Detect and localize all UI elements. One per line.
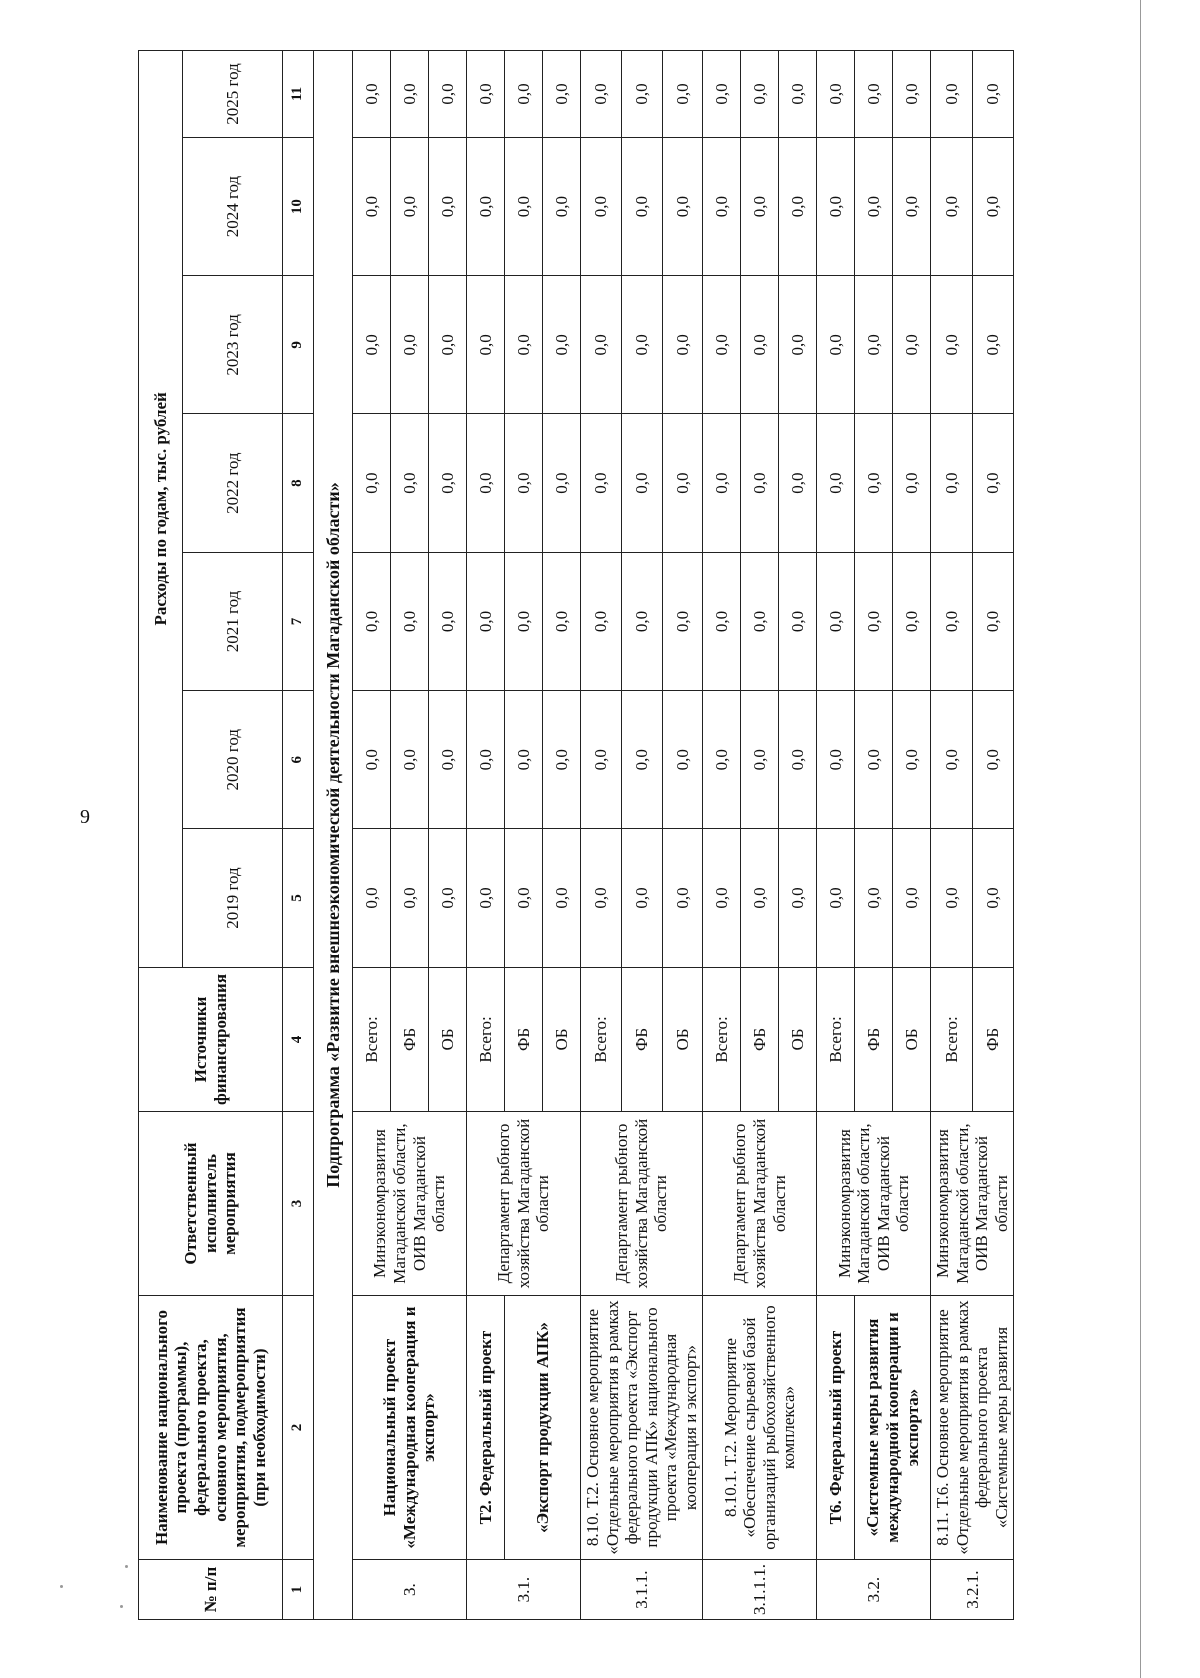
expense-value: 0,0 <box>353 552 391 690</box>
expense-value: 0,0 <box>467 276 505 414</box>
executor: Департамент рыбного хозяйства Магаданской области <box>467 1112 581 1296</box>
table-row <box>581 51 622 1620</box>
expense-value: 0,0 <box>353 137 391 275</box>
expense-value: 0,0 <box>779 414 817 552</box>
expense-value: 0,0 <box>703 276 741 414</box>
table-row <box>703 51 741 1620</box>
expense-value: 0,0 <box>429 414 467 552</box>
expense-value: 0,0 <box>429 691 467 829</box>
funding-source: ОБ <box>429 967 467 1112</box>
header-source: Источники финансирования <box>139 967 283 1112</box>
activity-name: «Системные меры развития международной кооперации и экспорта» <box>855 1295 931 1559</box>
column-number: 7 <box>283 552 314 690</box>
expense-value: 0,0 <box>662 691 703 829</box>
expense-value: 0,0 <box>855 137 893 275</box>
column-number: 11 <box>283 51 314 138</box>
expense-value: 0,0 <box>543 414 581 552</box>
expense-value: 0,0 <box>931 691 973 829</box>
expense-value: 0,0 <box>543 51 581 138</box>
expense-value: 0,0 <box>817 137 855 275</box>
funding-source: ФБ <box>391 967 429 1112</box>
expense-value: 0,0 <box>931 137 973 275</box>
expense-value: 0,0 <box>353 276 391 414</box>
expense-value: 0,0 <box>703 691 741 829</box>
expense-value: 0,0 <box>703 552 741 690</box>
expense-value: 0,0 <box>972 552 1014 690</box>
expense-value: 0,0 <box>817 552 855 690</box>
column-number: 5 <box>283 829 314 967</box>
header-year: 2023 год <box>183 276 283 414</box>
expense-value: 0,0 <box>581 829 622 967</box>
expense-value: 0,0 <box>703 51 741 138</box>
column-number: 10 <box>283 137 314 275</box>
expense-value: 0,0 <box>581 414 622 552</box>
expense-value: 0,0 <box>741 276 779 414</box>
column-number: 6 <box>283 691 314 829</box>
expense-value: 0,0 <box>931 51 973 138</box>
funding-source: ФБ <box>972 967 1014 1112</box>
row-number: 3.1. <box>467 1560 581 1620</box>
expense-value: 0,0 <box>662 276 703 414</box>
activity-name: 8.11. Т.6. Основное мероприятие «Отдельные мероприятия в рамках федерального проекта «Системные меры развития <box>931 1295 1014 1559</box>
expense-value: 0,0 <box>662 51 703 138</box>
expense-value: 0,0 <box>779 276 817 414</box>
expense-value: 0,0 <box>741 137 779 275</box>
executor: Департамент рыбного хозяйства Магаданской области <box>581 1112 703 1296</box>
expense-value: 0,0 <box>972 829 1014 967</box>
header-year: 2025 год <box>183 51 283 138</box>
header-year: 2021 год <box>183 552 283 690</box>
expense-value: 0,0 <box>893 51 931 138</box>
table-row <box>467 51 505 1620</box>
expense-value: 0,0 <box>855 691 893 829</box>
expense-value: 0,0 <box>855 414 893 552</box>
table-row <box>505 51 543 1620</box>
budget-table <box>138 50 1014 1620</box>
expense-value: 0,0 <box>429 276 467 414</box>
expense-value: 0,0 <box>621 552 662 690</box>
funding-source: Всего: <box>353 967 391 1112</box>
expense-value: 0,0 <box>779 829 817 967</box>
activity-name: Национальный проект «Международная кооперация и экспорт» <box>353 1295 467 1559</box>
column-number: 9 <box>283 276 314 414</box>
row-number: 3. <box>353 1560 467 1620</box>
expense-value: 0,0 <box>703 414 741 552</box>
funding-source: ФБ <box>855 967 893 1112</box>
expense-value: 0,0 <box>391 137 429 275</box>
expense-value: 0,0 <box>467 51 505 138</box>
expense-value: 0,0 <box>893 414 931 552</box>
expense-value: 0,0 <box>581 552 622 690</box>
scan-speck <box>120 1605 123 1608</box>
expense-value: 0,0 <box>972 414 1014 552</box>
expense-value: 0,0 <box>972 137 1014 275</box>
header-year: 2019 год <box>183 829 283 967</box>
column-number: 1 <box>283 1560 314 1620</box>
expense-value: 0,0 <box>817 691 855 829</box>
expense-value: 0,0 <box>972 276 1014 414</box>
expense-value: 0,0 <box>467 829 505 967</box>
funding-source: Всего: <box>703 967 741 1112</box>
rotated-page <box>138 50 1158 1620</box>
funding-source: ОБ <box>543 967 581 1112</box>
expense-value: 0,0 <box>505 51 543 138</box>
expense-value: 0,0 <box>429 137 467 275</box>
header-name: Наименование национального проекта (программы), федерального проекта, основного мероприятия, мероприятия, подмероприятия (при необходимости) <box>139 1295 283 1559</box>
expense-value: 0,0 <box>741 51 779 138</box>
funding-source: ОБ <box>779 967 817 1112</box>
expense-value: 0,0 <box>779 51 817 138</box>
expense-value: 0,0 <box>817 51 855 138</box>
column-number: 2 <box>283 1295 314 1559</box>
page-number: 9 <box>80 806 90 828</box>
funding-source: ФБ <box>741 967 779 1112</box>
expense-value: 0,0 <box>855 829 893 967</box>
expense-value: 0,0 <box>391 51 429 138</box>
scan-speck <box>60 1585 63 1588</box>
expense-value: 0,0 <box>391 276 429 414</box>
row-number: 3.2. <box>817 1560 931 1620</box>
expense-value: 0,0 <box>931 552 973 690</box>
expense-value: 0,0 <box>931 829 973 967</box>
expense-value: 0,0 <box>467 414 505 552</box>
expense-value: 0,0 <box>972 51 1014 138</box>
funding-source: ФБ <box>621 967 662 1112</box>
expense-value: 0,0 <box>893 137 931 275</box>
expense-value: 0,0 <box>467 552 505 690</box>
expense-value: 0,0 <box>621 691 662 829</box>
expense-value: 0,0 <box>703 829 741 967</box>
funding-source: Всего: <box>817 967 855 1112</box>
expense-value: 0,0 <box>581 691 622 829</box>
expense-value: 0,0 <box>391 691 429 829</box>
expense-value: 0,0 <box>391 552 429 690</box>
expense-value: 0,0 <box>817 276 855 414</box>
expense-value: 0,0 <box>543 552 581 690</box>
expense-value: 0,0 <box>581 51 622 138</box>
header-year: 2022 год <box>183 414 283 552</box>
activity-name: «Экспорт продукции АПК» <box>505 1295 581 1559</box>
expense-value: 0,0 <box>621 276 662 414</box>
expense-value: 0,0 <box>391 414 429 552</box>
expense-value: 0,0 <box>741 829 779 967</box>
row-number: 3.1.1.1. <box>703 1560 817 1620</box>
column-number: 3 <box>283 1112 314 1296</box>
expense-value: 0,0 <box>662 137 703 275</box>
subprogram-title: Подпрограмма «Развитие внешнеэкономической деятельности Магаданской области» <box>314 51 353 1620</box>
expense-value: 0,0 <box>429 51 467 138</box>
funding-source: ОБ <box>662 967 703 1112</box>
expense-value: 0,0 <box>505 414 543 552</box>
expense-value: 0,0 <box>353 829 391 967</box>
expense-value: 0,0 <box>543 137 581 275</box>
expense-value: 0,0 <box>429 829 467 967</box>
expense-value: 0,0 <box>581 276 622 414</box>
funding-source: ФБ <box>505 967 543 1112</box>
expense-value: 0,0 <box>893 552 931 690</box>
expense-value: 0,0 <box>353 414 391 552</box>
expense-value: 0,0 <box>741 414 779 552</box>
expense-value: 0,0 <box>467 137 505 275</box>
expense-value: 0,0 <box>741 552 779 690</box>
expense-value: 0,0 <box>543 691 581 829</box>
row-number: 3.2.1. <box>931 1560 1014 1620</box>
expense-value: 0,0 <box>391 829 429 967</box>
project-type: Т6. Федеральный проект <box>817 1295 855 1559</box>
expense-value: 0,0 <box>817 414 855 552</box>
row-number: 3.1.1. <box>581 1560 703 1620</box>
expense-value: 0,0 <box>931 276 973 414</box>
expense-value: 0,0 <box>505 137 543 275</box>
funding-source: Всего: <box>931 967 973 1112</box>
expense-value: 0,0 <box>779 691 817 829</box>
expense-value: 0,0 <box>543 829 581 967</box>
project-type: Т2. Федеральный проект <box>467 1295 505 1559</box>
funding-source: Всего: <box>581 967 622 1112</box>
expense-value: 0,0 <box>621 137 662 275</box>
expense-value: 0,0 <box>855 276 893 414</box>
expense-value: 0,0 <box>662 552 703 690</box>
header-year: 2024 год <box>183 137 283 275</box>
expense-value: 0,0 <box>779 137 817 275</box>
expense-value: 0,0 <box>855 51 893 138</box>
expense-value: 0,0 <box>931 414 973 552</box>
activity-name: 8.10.1. Т.2. Мероприятие «Обеспечение сырьевой базой организаций рыбохозяйственного комплекса» <box>703 1295 817 1559</box>
expense-value: 0,0 <box>505 829 543 967</box>
expense-value: 0,0 <box>621 51 662 138</box>
header-year: 2020 год <box>183 691 283 829</box>
expense-value: 0,0 <box>741 691 779 829</box>
expense-value: 0,0 <box>353 51 391 138</box>
expense-value: 0,0 <box>855 552 893 690</box>
expense-value: 0,0 <box>662 414 703 552</box>
expense-value: 0,0 <box>505 552 543 690</box>
funding-source: Всего: <box>467 967 505 1112</box>
expense-value: 0,0 <box>972 691 1014 829</box>
expense-value: 0,0 <box>817 829 855 967</box>
expense-value: 0,0 <box>621 414 662 552</box>
column-number: 4 <box>283 967 314 1112</box>
executor: Департамент рыбного хозяйства Магаданской области <box>703 1112 817 1296</box>
expense-value: 0,0 <box>893 276 931 414</box>
executor: Минэкономразвития Магаданской области, ОИВ Магаданской области <box>353 1112 467 1296</box>
header-num: № п/п <box>139 1560 283 1620</box>
expense-value: 0,0 <box>353 691 391 829</box>
activity-name: 8.10. Т.2. Основное мероприятие «Отдельные мероприятия в рамках федерального проекта «Экспорт продукции АПК» национального проекта «Международная кооперация и экспорт» <box>581 1295 703 1559</box>
executor: Минэкономразвития Магаданской области, ОИВ Магаданской области <box>931 1112 1014 1296</box>
expense-value: 0,0 <box>505 276 543 414</box>
funding-source: ОБ <box>893 967 931 1112</box>
expense-value: 0,0 <box>893 829 931 967</box>
expense-value: 0,0 <box>505 691 543 829</box>
table-row <box>817 51 855 1620</box>
header-expenses: Расходы по годам, тыс. рублей <box>139 51 183 968</box>
expense-value: 0,0 <box>703 137 741 275</box>
scan-speck <box>125 1565 128 1568</box>
expense-value: 0,0 <box>662 829 703 967</box>
column-number: 8 <box>283 414 314 552</box>
table-row <box>353 51 391 1620</box>
expense-value: 0,0 <box>467 691 505 829</box>
expense-value: 0,0 <box>779 552 817 690</box>
executor: Минэкономразвития Магаданской области, ОИВ Магаданской области <box>817 1112 931 1296</box>
expense-value: 0,0 <box>621 829 662 967</box>
table-row <box>855 51 893 1620</box>
expense-value: 0,0 <box>543 276 581 414</box>
expense-value: 0,0 <box>893 691 931 829</box>
table-row <box>931 51 973 1620</box>
expense-value: 0,0 <box>429 552 467 690</box>
expense-value: 0,0 <box>581 137 622 275</box>
header-executor: Ответственный исполнитель мероприятия <box>139 1112 283 1296</box>
